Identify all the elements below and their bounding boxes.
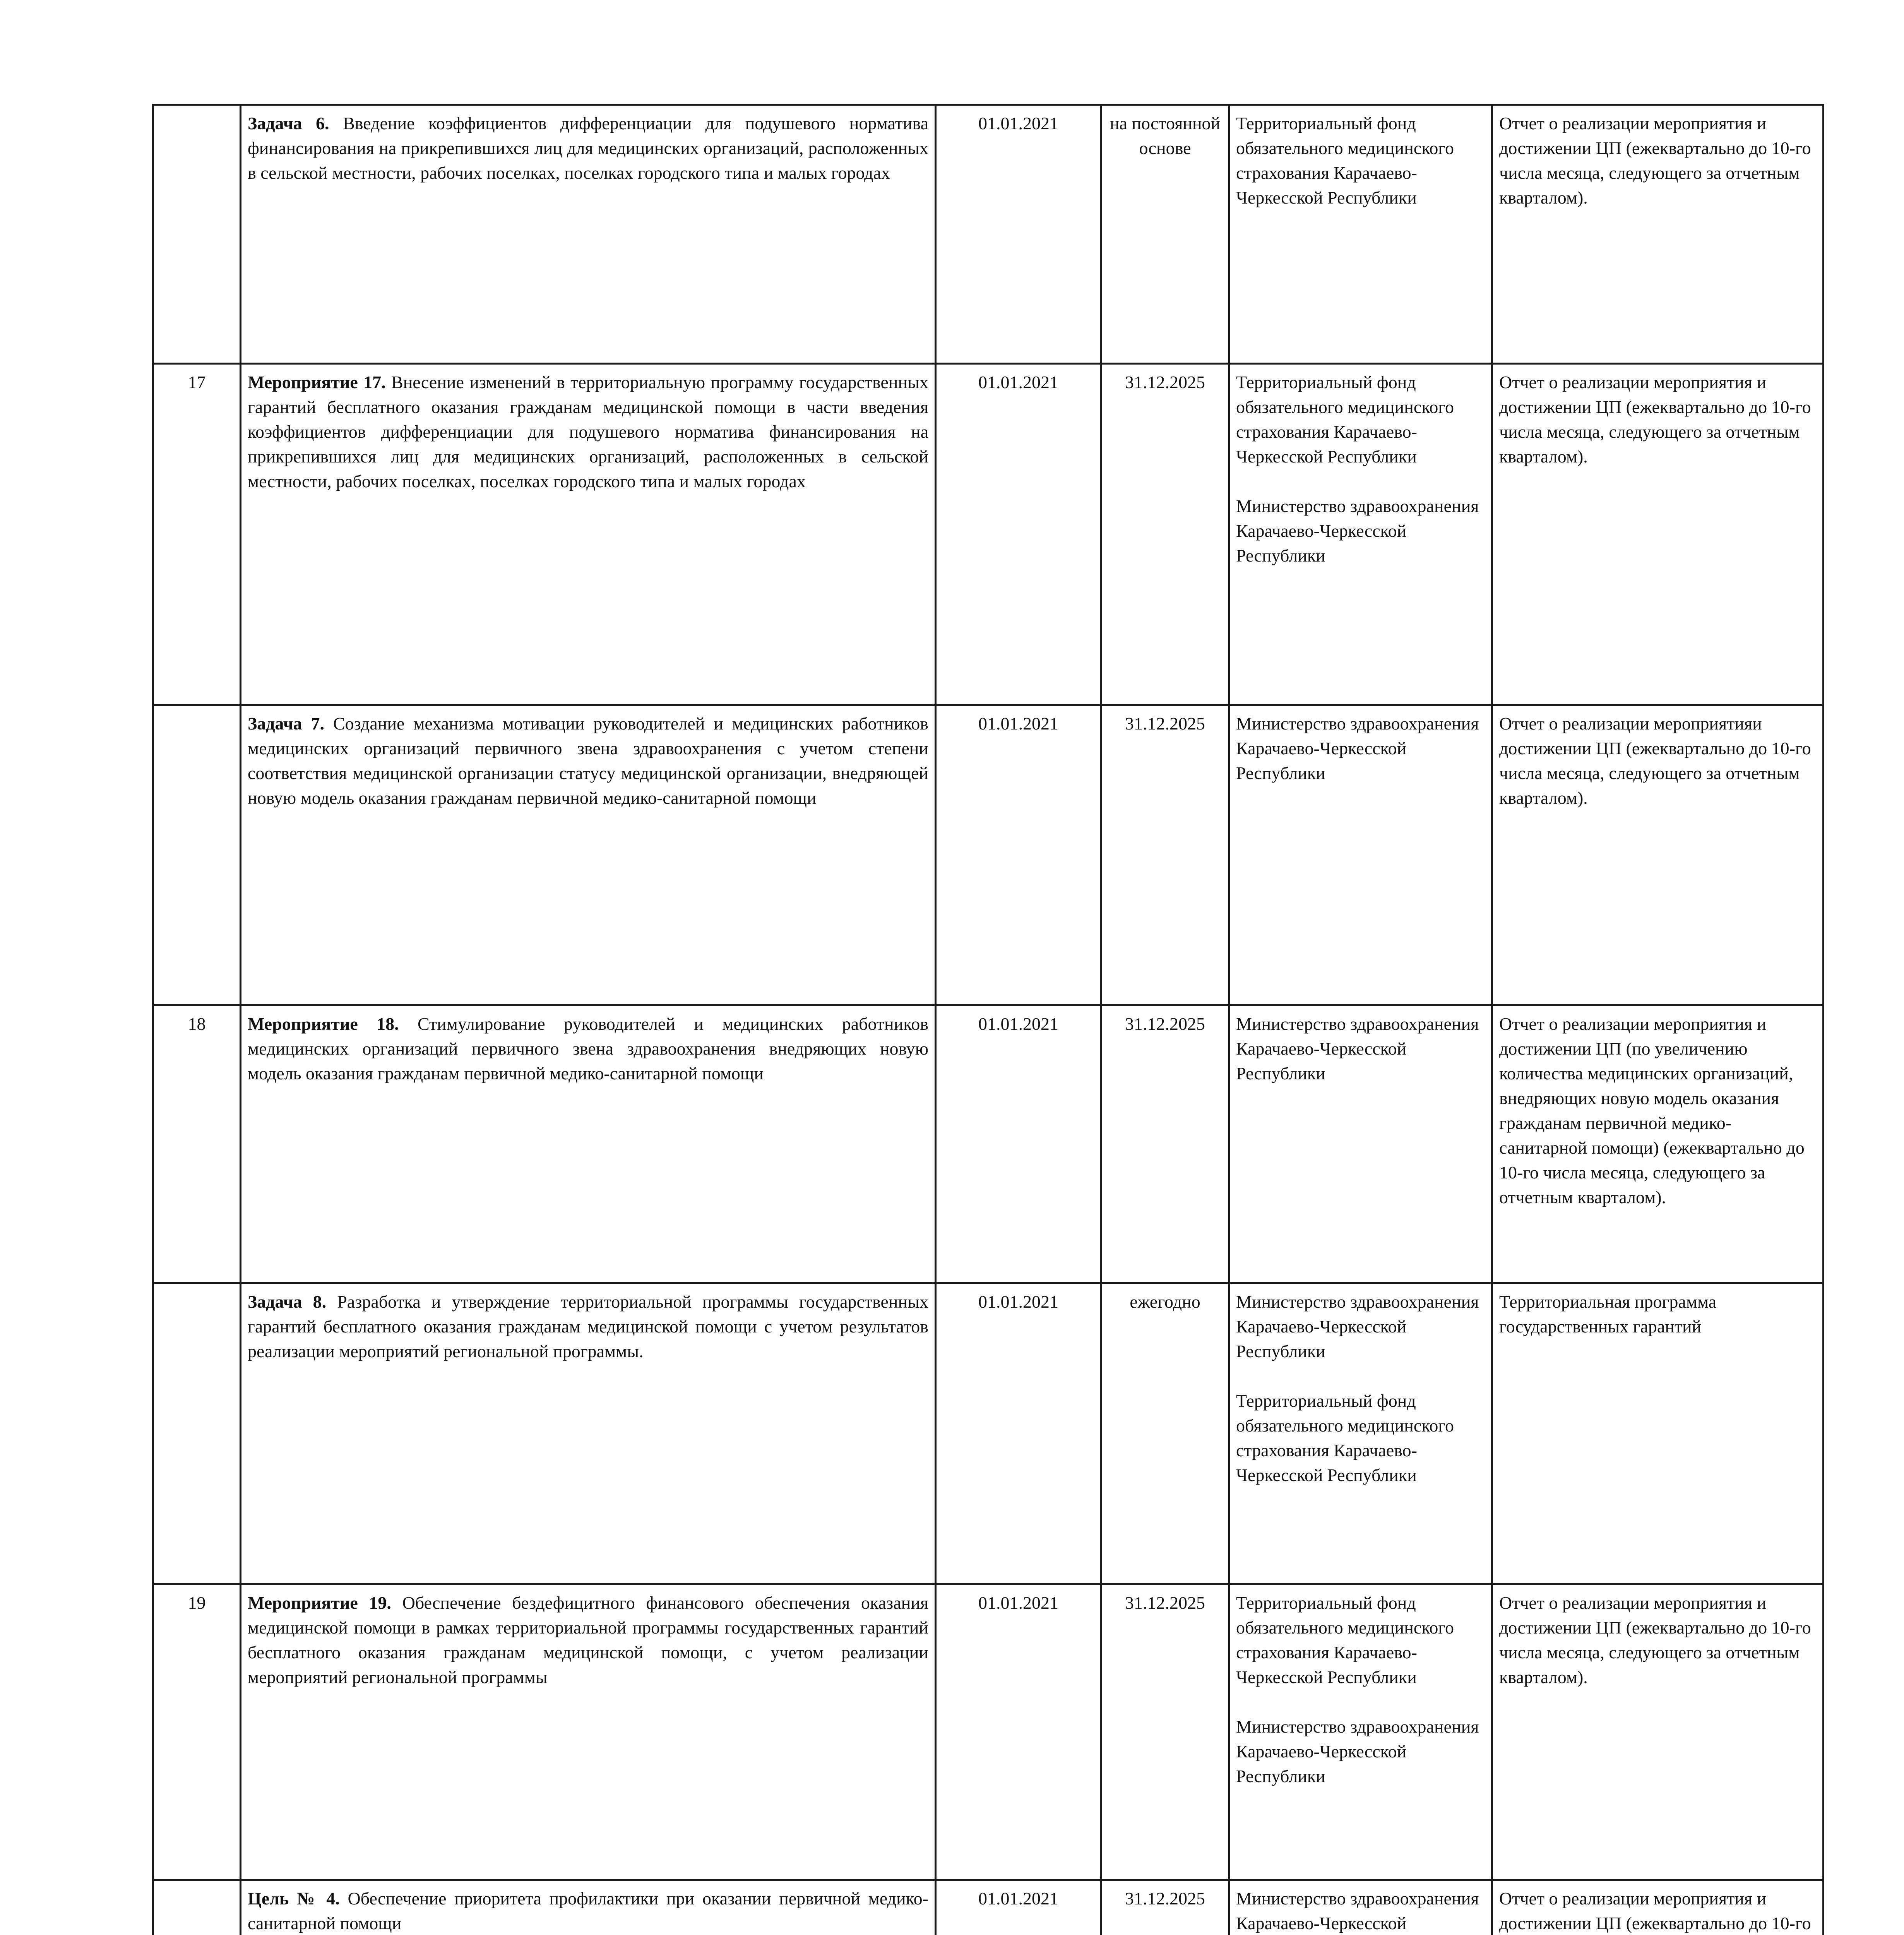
description-cell	[241, 1283, 936, 1584]
table-row	[153, 1584, 1824, 1880]
table-row	[153, 1005, 1824, 1283]
table-row	[153, 105, 1824, 364]
start-date: 01.01.2021	[978, 1889, 1058, 1908]
row-number-cell	[153, 705, 241, 1005]
description-cell	[241, 364, 936, 705]
executor-name: Министерство здравоохранения Карачаево-Черкесской Республики	[1236, 496, 1479, 565]
start-date-cell	[936, 1005, 1101, 1283]
executor-name: Министерство здравоохранения Карачаево-Черкесской Республики	[1236, 1014, 1479, 1083]
end-date-cell	[1101, 1880, 1229, 1935]
end-date: 31.12.2025	[1125, 1889, 1205, 1908]
result-description: Отчет о реализации мероприятия и достижении ЦП (ежеквартально до 10-го	[1499, 1889, 1811, 1933]
row-number-cell	[153, 1880, 241, 1935]
result-cell	[1492, 1584, 1824, 1880]
item-heading: Мероприятие 19.	[248, 1593, 391, 1613]
row-number-cell	[153, 1005, 241, 1283]
plan-table-body	[153, 105, 1824, 1935]
item-description: Стимулирование руководителей и медицинских работников медицинских организаций первичного звена здравоохранения внедряющих новую модель оказания гражданам первичной медико-санитарной помощи	[248, 1014, 929, 1083]
start-date: 01.01.2021	[978, 1014, 1058, 1034]
start-date-cell	[936, 105, 1101, 364]
item-heading: Задача 6.	[248, 113, 329, 133]
result-description: Отчет о реализации мероприятия и достижении ЦП (ежеквартально до 10-го числа месяца, следующего за отчетным кварталом).	[1499, 372, 1811, 466]
item-description: Внесение изменений в территориальную программу государственных гарантий бесплатного оказания гражданам медицинской помощи в части введения коэффициентов дифференциации для подушевого норматива финансирования на прикрепившихся лиц для медицинских организаций, расположенных в сельской местности, рабочих поселках, поселках городского типа и малых городах	[248, 372, 929, 491]
result-description: Отчет о реализации мероприятия и достижении ЦП (ежеквартально до 10-го числа месяца, следующего за отчетным кварталом).	[1499, 1593, 1811, 1687]
table-row	[153, 364, 1824, 705]
description-cell	[241, 1880, 936, 1935]
row-number: 18	[188, 1014, 206, 1034]
result-description: Территориальная программа государственных гарантий	[1499, 1292, 1717, 1336]
item-heading: Задача 7.	[248, 714, 325, 733]
result-description: Отчет о реализации мероприятия и достижении ЦП (по увеличению количества медицинских организаций, внедряющих новую модель оказания гражданам первичной медико-санитарной помощи) (ежеквартально до 10-го числа месяца, следующего за отчетным кварталом).	[1499, 1014, 1805, 1207]
executor-name: Министерство здравоохранения Карачаево-Черкесской Республики	[1236, 714, 1479, 783]
executor-cell	[1229, 364, 1492, 705]
row-number-cell	[153, 1283, 241, 1584]
result-cell	[1492, 105, 1824, 364]
end-date: 31.12.2025	[1125, 1014, 1205, 1034]
plan-table	[152, 104, 1824, 1935]
row-number-cell	[153, 1584, 241, 1880]
item-description: Введение коэффициентов дифференциации для подушевого норматива финансирования на прикрепившихся лиц для медицинских организаций, расположенных в сельской местности, рабочих поселках, поселках городского типа и малых городах	[248, 113, 928, 183]
row-number: 19	[188, 1593, 206, 1613]
description-cell	[241, 705, 936, 1005]
start-date-cell	[936, 364, 1101, 705]
executor-cell	[1229, 1005, 1492, 1283]
end-date-cell	[1101, 1584, 1229, 1880]
end-date: на постоянной основе	[1110, 113, 1221, 158]
start-date-cell	[936, 1283, 1101, 1584]
start-date-cell	[936, 1584, 1101, 1880]
description-cell	[241, 1584, 936, 1880]
item-heading: Мероприятие 18.	[248, 1014, 399, 1034]
item-description: Обеспечение бездефицитного финансового обеспечения оказания медицинской помощи в рамках территориальной программы государственных гарантий бесплатного оказания гражданам медицинской помощи, с учетом реализации мероприятий региональной программы	[248, 1593, 929, 1687]
description-cell	[241, 105, 936, 364]
item-description: Разработка и утверждение территориальной программы государственных гарантий бесплатного оказания гражданам медицинской помощи с учетом результатов реализации мероприятий региональной программы.	[248, 1292, 929, 1361]
executor-name: Министерство здравоохранения Карачаево-Черкесской	[1236, 1889, 1479, 1933]
start-date-cell	[936, 705, 1101, 1005]
executor-name: Министерство здравоохранения Карачаево-Черкесской Республики	[1236, 1717, 1479, 1786]
executor-name: Территориальный фонд обязательного медицинского страхования Карачаево-Черкесской Республики	[1236, 372, 1454, 466]
executor-cell	[1229, 1880, 1492, 1935]
executor-cell	[1229, 1283, 1492, 1584]
item-description: Обеспечение приоритета профилактики при оказании первичной медико-санитарной помощи	[248, 1889, 928, 1933]
executor-name: Территориальный фонд обязательного медицинского страхования Карачаево-Черкесской Республики	[1236, 1593, 1454, 1687]
paragraph-gap	[1236, 1690, 1485, 1714]
start-date-cell	[936, 1880, 1101, 1935]
table-row	[153, 705, 1824, 1005]
row-number-cell	[153, 105, 241, 364]
item-heading: Цель № 4.	[248, 1889, 340, 1908]
executor-name: Территориальный фонд обязательного медицинского страхования Карачаево-Черкесской Республики	[1236, 113, 1454, 207]
item-heading: Мероприятие 17.	[248, 372, 386, 392]
result-cell	[1492, 1880, 1824, 1935]
end-date-cell	[1101, 705, 1229, 1005]
executor-name: Министерство здравоохранения Карачаево-Черкесской Республики	[1236, 1292, 1479, 1361]
executor-cell	[1229, 705, 1492, 1005]
result-cell	[1492, 1005, 1824, 1283]
end-date-cell	[1101, 1283, 1229, 1584]
result-cell	[1492, 1283, 1824, 1584]
end-date: 31.12.2025	[1125, 372, 1205, 392]
executor-name: Территориальный фонд обязательного медицинского страхования Карачаево-Черкесской Республики	[1236, 1391, 1454, 1485]
paragraph-gap	[1236, 1364, 1485, 1389]
result-description: Отчет о реализации мероприятия и достижении ЦП (ежеквартально до 10-го числа месяца, следующего за отчетным кварталом).	[1499, 113, 1811, 207]
start-date: 01.01.2021	[978, 1593, 1058, 1613]
paragraph-gap	[1236, 469, 1485, 494]
end-date: 31.12.2025	[1125, 714, 1205, 733]
end-date: 31.12.2025	[1125, 1593, 1205, 1613]
start-date: 01.01.2021	[978, 1292, 1058, 1312]
row-number: 17	[188, 372, 206, 392]
end-date: ежегодно	[1130, 1292, 1200, 1312]
table-row	[153, 1880, 1824, 1935]
description-cell	[241, 1005, 936, 1283]
end-date-cell	[1101, 364, 1229, 705]
result-description: Отчет о реализации мероприятияи достижении ЦП (ежеквартально до 10-го числа месяца, следующего за отчетным кварталом).	[1499, 714, 1811, 808]
row-number-cell	[153, 364, 241, 705]
item-description: Создание механизма мотивации руководителей и медицинских работников медицинских организаций первичного звена здравоохранения с учетом степени соответствия медицинской организации статусу медицинской организации, внедряющей новую модель оказания гражданам первичной медико-санитарной помощи	[248, 714, 929, 808]
table-row	[153, 1283, 1824, 1584]
start-date: 01.01.2021	[978, 113, 1058, 133]
end-date-cell	[1101, 105, 1229, 364]
result-cell	[1492, 364, 1824, 705]
start-date: 01.01.2021	[978, 714, 1058, 733]
result-cell	[1492, 705, 1824, 1005]
executor-cell	[1229, 105, 1492, 364]
item-heading: Задача 8.	[248, 1292, 327, 1312]
end-date-cell	[1101, 1005, 1229, 1283]
executor-cell	[1229, 1584, 1492, 1880]
start-date: 01.01.2021	[978, 372, 1058, 392]
